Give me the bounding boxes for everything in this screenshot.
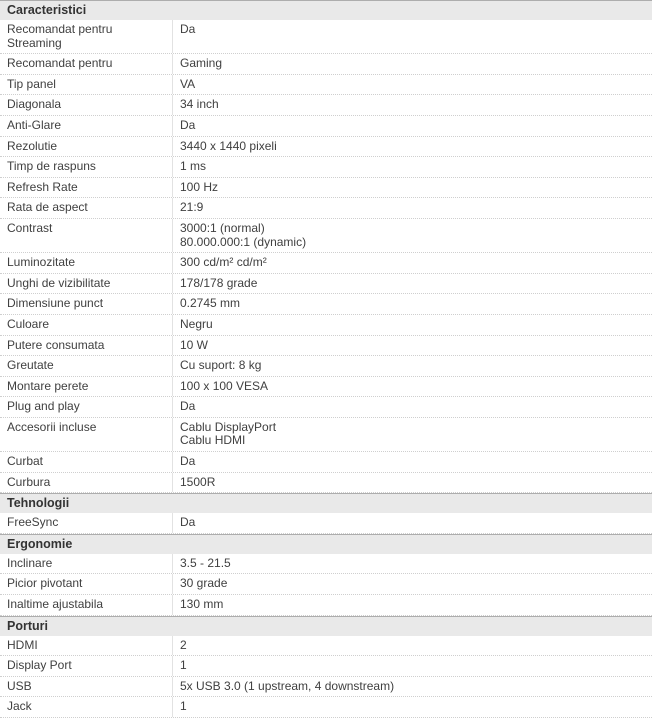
spec-row-value	[172, 418, 652, 451]
spec-section-rows	[0, 636, 652, 718]
spec-row-value	[172, 452, 652, 472]
spec-section-title: Caracteristici	[7, 3, 87, 17]
spec-row-label: Picior pivotant	[7, 576, 83, 591]
spec-value-line: Da	[180, 454, 196, 469]
spec-row-value	[172, 75, 652, 95]
spec-row-value	[172, 157, 652, 177]
spec-row-label: Timp de raspuns	[7, 159, 96, 174]
spec-row	[0, 595, 652, 616]
spec-value-line: 5x USB 3.0 (1 upstream, 4 downstream)	[180, 678, 395, 693]
spec-row-label: Curbat	[7, 454, 44, 469]
spec-row-value	[172, 137, 652, 157]
spec-row	[0, 574, 652, 595]
spec-row	[0, 116, 652, 137]
spec-row-value	[172, 54, 652, 74]
spec-row	[0, 294, 652, 315]
spec-value-line: 0.2745 mm	[180, 296, 241, 311]
spec-row-value	[172, 677, 652, 697]
spec-row	[0, 198, 652, 219]
spec-row-value	[172, 697, 652, 717]
spec-row	[0, 253, 652, 274]
spec-row	[0, 219, 652, 253]
spec-row	[0, 452, 652, 473]
spec-row-value	[172, 377, 652, 397]
spec-section-rows	[0, 20, 652, 493]
spec-row	[0, 554, 652, 575]
spec-value-line: Cablu DisplayPort	[180, 419, 277, 434]
spec-section-rows	[0, 513, 652, 534]
spec-row-value	[172, 253, 652, 273]
spec-row	[0, 336, 652, 357]
spec-row-label: Culoare	[7, 316, 50, 331]
spec-row-value	[172, 198, 652, 218]
spec-section-title: Ergonomie	[7, 536, 73, 551]
spec-row	[0, 656, 652, 677]
spec-row-label: Greutate	[7, 358, 54, 373]
spec-row-value	[172, 574, 652, 594]
spec-row-label: Recomandat pentru	[7, 56, 113, 71]
spec-row-label: Rata de aspect	[7, 200, 88, 215]
spec-row	[0, 75, 652, 96]
spec-row-label: Display Port	[7, 658, 72, 673]
spec-row-value	[172, 513, 652, 533]
spec-row-label: Plug and play	[7, 399, 80, 414]
spec-value-line: Da	[180, 515, 196, 530]
spec-value-line: VA	[180, 76, 196, 91]
spec-row-label: Jack	[7, 699, 32, 714]
spec-row-value	[172, 219, 652, 252]
spec-row-label: Montare perete	[7, 378, 89, 393]
spec-row-label: Putere consumata	[7, 337, 105, 352]
spec-value-line: Negru	[180, 316, 213, 331]
spec-value-line: 178/178 grade	[180, 275, 258, 290]
spec-value-line: 100 x 100 VESA	[180, 378, 269, 393]
spec-row	[0, 137, 652, 158]
spec-row	[0, 315, 652, 336]
spec-row-value	[172, 116, 652, 136]
spec-value-line: 34 inch	[180, 97, 219, 112]
spec-row-label: Contrast	[7, 220, 53, 235]
spec-row	[0, 20, 652, 54]
spec-row-value	[172, 636, 652, 656]
spec-value-line: Cu suport: 8 kg	[180, 358, 262, 373]
spec-value-line: 1	[180, 699, 187, 714]
spec-value-line: 3000:1 (normal)	[180, 220, 265, 235]
spec-row-label: Inaltime ajustabila	[7, 597, 104, 612]
spec-section-header	[0, 534, 652, 554]
spec-row-label: FreeSync	[7, 515, 59, 530]
spec-value-line: 3440 x 1440 pixeli	[180, 138, 277, 153]
spec-value-line: 3.5 - 21.5	[180, 555, 231, 570]
spec-section	[0, 616, 652, 718]
spec-row	[0, 697, 652, 718]
spec-row-label: Luminozitate	[7, 255, 76, 270]
spec-row-value	[172, 20, 652, 53]
spec-row	[0, 636, 652, 657]
spec-section-title: Tehnologii	[7, 496, 70, 511]
spec-section-header	[0, 0, 652, 20]
spec-row-label: Diagonala	[7, 97, 62, 112]
spec-section	[0, 534, 652, 616]
spec-value-line: 2	[180, 637, 187, 652]
spec-row-value	[172, 356, 652, 376]
spec-row-value	[172, 274, 652, 294]
spec-row-label: USB	[7, 678, 32, 693]
spec-value-line: 1500R	[180, 474, 216, 489]
spec-row-value	[172, 336, 652, 356]
spec-row-label: Tip panel	[7, 76, 56, 91]
spec-row-value	[172, 294, 652, 314]
spec-row-label: Anti-Glare	[7, 117, 62, 132]
spec-value-line: Da	[180, 117, 196, 132]
spec-section-header	[0, 616, 652, 636]
spec-value-line: Da	[180, 22, 196, 36]
spec-value-line: 100 Hz	[180, 179, 219, 194]
spec-row-value	[172, 178, 652, 198]
spec-row	[0, 677, 652, 698]
spec-value-line: 21:9	[180, 200, 204, 215]
spec-row	[0, 418, 652, 452]
spec-row-label: Dimensiune punct	[7, 296, 104, 311]
spec-value-line: Da	[180, 399, 196, 414]
spec-section-rows	[0, 554, 652, 616]
spec-value-line: 1 ms	[180, 159, 207, 174]
spec-row-label: Recomandat pentru Streaming	[7, 22, 113, 50]
spec-value-line: 30 grade	[180, 576, 228, 591]
spec-row-label: Unghi de vizibilitate	[7, 275, 111, 290]
spec-row	[0, 397, 652, 418]
spec-row-label: Accesorii incluse	[7, 419, 97, 434]
spec-row-value	[172, 554, 652, 574]
spec-section-header	[0, 493, 652, 513]
spec-row	[0, 356, 652, 377]
spec-value-line: 80.000.000:1 (dynamic)	[180, 234, 307, 249]
spec-row	[0, 473, 652, 494]
spec-row-value	[172, 315, 652, 335]
spec-row	[0, 95, 652, 116]
spec-row-value	[172, 595, 652, 615]
spec-value-line: 10 W	[180, 337, 209, 352]
spec-value-line: Gaming	[180, 56, 223, 71]
spec-row-value	[172, 397, 652, 417]
spec-row	[0, 178, 652, 199]
spec-row-label: Curbura	[7, 474, 51, 489]
spec-value-line: 130 mm	[180, 597, 224, 612]
spec-value-line: 1	[180, 658, 187, 673]
spec-row-label: Rezolutie	[7, 138, 58, 153]
spec-row-label: Refresh Rate	[7, 179, 78, 194]
spec-row-label: Inclinare	[7, 555, 53, 570]
spec-row-value	[172, 656, 652, 676]
spec-row	[0, 513, 652, 534]
spec-row-value	[172, 95, 652, 115]
spec-row-label: HDMI	[7, 637, 38, 652]
spec-row	[0, 157, 652, 178]
spec-row	[0, 274, 652, 295]
spec-value-line: 300 cd/m² cd/m²	[180, 255, 267, 270]
spec-row	[0, 54, 652, 75]
spec-row-value	[172, 473, 652, 493]
spec-section	[0, 493, 652, 534]
spec-section-title: Porturi	[7, 618, 48, 633]
spec-value-line: Cablu HDMI	[180, 433, 246, 448]
spec-row	[0, 377, 652, 398]
